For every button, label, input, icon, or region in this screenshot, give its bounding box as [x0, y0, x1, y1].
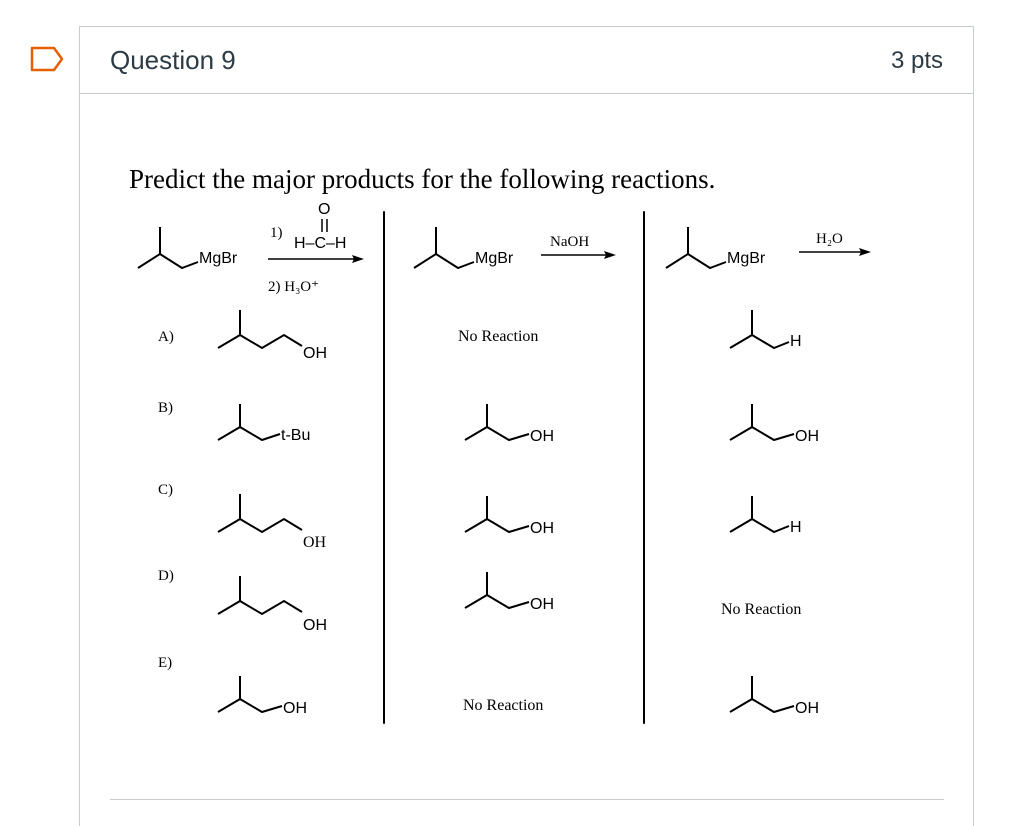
option-a-col2-text: No Reaction	[458, 328, 539, 345]
option-e-label: E)	[158, 655, 173, 671]
option-b-col2-structure	[465, 404, 554, 445]
option-b-col1-group: t-Bu	[281, 427, 311, 444]
option-d-col3-text: No Reaction	[721, 601, 802, 618]
reactant-isobutyl-mgbr-1	[138, 227, 238, 268]
option-d-label: D)	[158, 568, 174, 584]
option-e-col3-group: OH	[795, 700, 819, 717]
option-d-col2-group: OH	[530, 596, 554, 613]
option-a-col3-structure	[730, 310, 802, 350]
option-e-col3-structure	[730, 676, 819, 717]
option-e-col2-text: No Reaction	[463, 697, 544, 714]
option-c-col2-group: OH	[530, 520, 554, 537]
option-d-col1-structure	[218, 576, 327, 634]
option-b-col3-group: OH	[795, 428, 819, 445]
aldehyde-formula: H–C–H	[294, 235, 347, 252]
option-c-label: C)	[158, 482, 173, 498]
mgbr-label-2: MgBr	[475, 250, 514, 267]
option-b-label: B)	[158, 400, 173, 416]
option-d-col2-structure	[465, 572, 554, 613]
option-c-col2-structure	[465, 496, 554, 537]
mgbr-label-3: MgBr	[727, 250, 766, 267]
step2-label: 2) H₃O⁺	[268, 279, 320, 295]
option-c-col3-structure	[730, 496, 802, 536]
water-label: H₂O	[816, 231, 843, 247]
option-d-col1-group: OH	[303, 617, 327, 634]
option-c-col3-group: H	[790, 519, 802, 536]
option-a-col1-structure	[218, 310, 327, 362]
answer-divider	[110, 799, 944, 800]
reactant-isobutyl-mgbr-2	[414, 227, 514, 268]
reactant-isobutyl-mgbr-3	[666, 227, 766, 268]
step1-label: 1)	[270, 225, 283, 241]
question-points: 3 pts	[890, 47, 943, 74]
option-b-col1-structure	[218, 404, 310, 444]
aldehyde-oxygen: O	[318, 201, 331, 218]
question-prompt: Predict the major products for the following reactions.	[129, 164, 716, 194]
mgbr-label-1: MgBr	[199, 250, 238, 267]
option-a-col1-group: OH	[303, 345, 327, 362]
option-b-col2-group: OH	[530, 428, 554, 445]
option-e-col1-group: OH	[283, 700, 307, 717]
option-c-col1-structure	[218, 494, 327, 551]
naoh-label: NaOH	[550, 234, 590, 250]
option-a-label: A)	[158, 329, 174, 345]
option-a-col3-group: H	[790, 333, 802, 350]
option-c-col1-group: OH	[303, 534, 327, 551]
question-title: Question 9	[110, 45, 236, 75]
option-e-col1-structure	[218, 676, 307, 717]
option-b-col3-structure	[730, 404, 819, 445]
